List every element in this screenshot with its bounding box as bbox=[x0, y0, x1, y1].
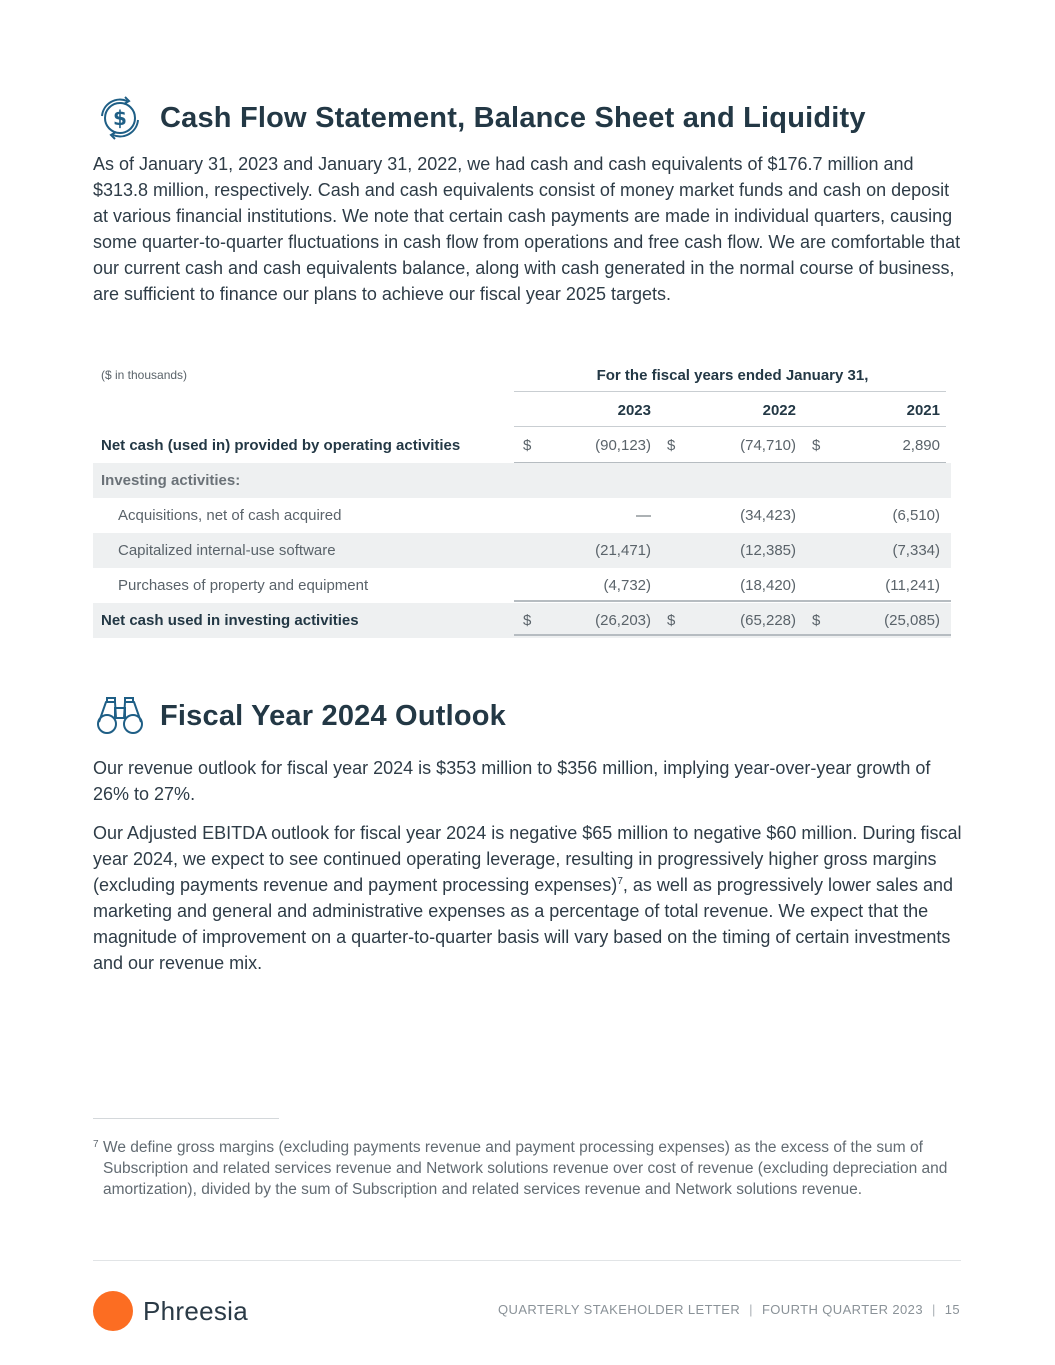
period-label: FOURTH QUARTER 2023 bbox=[761, 1302, 923, 1317]
section-title: Fiscal Year 2024 Outlook bbox=[160, 699, 507, 732]
currency-symbol: $ bbox=[812, 437, 821, 454]
period-header: For the fiscal years ended January 31, bbox=[596, 367, 869, 384]
currency-symbol: $ bbox=[812, 612, 821, 629]
value-2021: (11,241) bbox=[885, 577, 940, 594]
section-heading-outlook bbox=[95, 692, 506, 740]
value-2023: (90,123) bbox=[595, 437, 651, 454]
section-heading-cash-flow bbox=[95, 94, 866, 142]
unit-note: ($ in thousands) bbox=[101, 368, 188, 382]
value-2023: — bbox=[636, 507, 651, 524]
value-2023: (4,732) bbox=[603, 577, 651, 594]
row-label: Investing activities: bbox=[101, 472, 241, 489]
logo-mark bbox=[93, 1291, 133, 1331]
footnote-ref: 7 bbox=[617, 876, 623, 887]
table-row bbox=[93, 463, 951, 498]
value-2022: (12,385) bbox=[740, 542, 796, 559]
binoculars-icon bbox=[95, 692, 145, 740]
footnote-number: 7 bbox=[93, 1139, 99, 1150]
currency-symbol: $ bbox=[523, 437, 532, 454]
svg-text:$: $ bbox=[113, 106, 127, 130]
table-row bbox=[93, 603, 951, 638]
value-2022: (34,423) bbox=[740, 507, 796, 524]
years-header-row bbox=[93, 393, 951, 428]
divider bbox=[514, 426, 946, 427]
dollar-refresh-icon bbox=[95, 94, 145, 142]
footnote-divider bbox=[93, 1118, 279, 1119]
year-2022: 2022 bbox=[762, 402, 796, 419]
currency-symbol: $ bbox=[523, 612, 532, 629]
paragraph-text: Our Adjusted EBITDA outlook for fiscal year 2024 is negative $65 million to negative $60 million. During fiscal year 2024, we expect to see continued operating leverage, resulting in progressively higher gross margins (excluding payments revenue and payment processing expenses) bbox=[93, 823, 962, 895]
footer-divider bbox=[93, 1260, 961, 1261]
footer-info bbox=[498, 1302, 960, 1317]
page-number: 15 bbox=[944, 1302, 960, 1317]
value-2022: (18,420) bbox=[740, 577, 796, 594]
row-label: Purchases of property and equipment bbox=[118, 577, 369, 594]
divider bbox=[514, 600, 951, 602]
value-2022: (74,710) bbox=[740, 437, 796, 454]
value-2023: (21,471) bbox=[595, 542, 651, 559]
section-title: Cash Flow Statement, Balance Sheet and Liquidity bbox=[160, 101, 866, 134]
value-2021: (7,334) bbox=[892, 542, 940, 559]
value-2021: (6,510) bbox=[892, 507, 940, 524]
table-row bbox=[93, 498, 951, 533]
value-2021: (25,085) bbox=[884, 612, 940, 629]
footnote bbox=[93, 1137, 953, 1200]
table-row bbox=[93, 568, 951, 603]
value-2022: (65,228) bbox=[740, 612, 796, 629]
revenue-outlook-paragraph: Our revenue outlook for fiscal year 2024 is $353 million to $356 million, implying year-over-year growth of 26% to 27%. bbox=[93, 758, 931, 804]
table-header-row bbox=[93, 358, 951, 393]
row-label: Capitalized internal-use software bbox=[118, 542, 336, 559]
footnote-text: We define gross margins (excluding payments revenue and payment processing expenses) as the excess of the sum of Subscription and related services revenue and Network solutions revenue over cost of revenue (excluding depreciation and amortization), divided by the sum of Subscription and related services revenue and Network solutions revenue. bbox=[103, 1139, 948, 1198]
currency-symbol: $ bbox=[667, 612, 676, 629]
ebitda-outlook-paragraph bbox=[93, 820, 963, 976]
currency-symbol: $ bbox=[667, 437, 676, 454]
row-label: Acquisitions, net of cash acquired bbox=[118, 507, 342, 524]
row-label: Net cash used in investing activities bbox=[101, 612, 359, 629]
doc-label: QUARTERLY STAKEHOLDER LETTER bbox=[498, 1302, 741, 1317]
value-2023: (26,203) bbox=[595, 612, 651, 629]
row-label: Net cash (used in) provided by operating activities bbox=[101, 437, 461, 454]
table-row bbox=[93, 533, 951, 568]
year-2023: 2023 bbox=[617, 402, 651, 419]
cash-flow-table bbox=[93, 358, 951, 638]
value-2021: 2,890 bbox=[902, 437, 940, 454]
divider bbox=[514, 634, 951, 636]
logo-text: Phreesia bbox=[143, 1295, 249, 1326]
divider bbox=[514, 391, 946, 392]
phreesia-logo bbox=[93, 1291, 248, 1331]
separator: | bbox=[749, 1302, 753, 1317]
table-row bbox=[93, 428, 951, 463]
paragraph-text: , as well as progressively lower sales and marketing and general and administrative expenses as a percentage of total revenue. We expect that the magnitude of improvement on a quarter-to-quarter basis will vary based on the timing of certain investments and our revenue mix. bbox=[93, 875, 954, 973]
liquidity-paragraph: As of January 31, 2023 and January 31, 2022, we had cash and cash equivalents of $176.7 million and $313.8 million, respectively. Cash and cash equivalents consist of money market funds and cash on deposit at various financial institutions. We note that certain cash payments are made in individual quarters, causing some quarter-to-quarter fluctuations in cash flow from operations and free cash flow. We are comfortable that our current cash and cash equivalents balance, along with cash generated in the normal course of business, are sufficient to finance our plans to achieve our fiscal year 2025 targets. bbox=[93, 154, 961, 304]
separator: | bbox=[931, 1302, 936, 1317]
year-2021: 2021 bbox=[906, 402, 940, 419]
